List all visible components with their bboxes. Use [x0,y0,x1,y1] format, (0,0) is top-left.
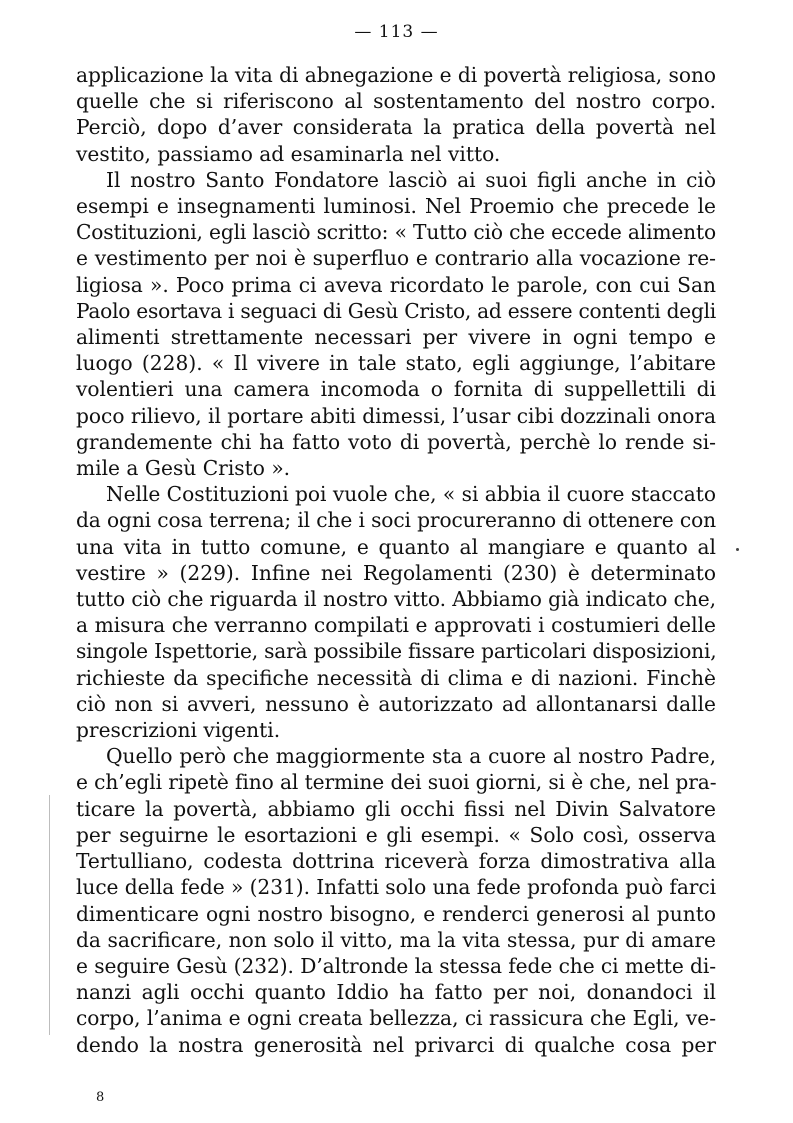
text-line: e ch’egli ripetè fino al termine dei suoi giorni, si è che, nel pra- [76,770,717,795]
text-line: dimenticare ogni nostro bisogno, e renderci generosi al punto [76,901,716,926]
text-line: singole Ispettorie, sarà possibile fissare particolari disposizioni, [76,639,717,664]
paragraph [76,62,716,167]
text-line: Perciò, dopo d’aver considerata la pratica della povertà nel [76,115,716,140]
text-line: corpo, l’anima e ogni creata bellezza, ci rassicura che Egli, ve- [76,1006,717,1031]
text-line: mile a Gesù Cristo ». [76,456,291,481]
text-line: ligiosa ». Poco prima ci aveva ricordato le parole, con cui San [76,272,716,297]
signature-mark: 8 [96,1090,105,1105]
text-line: applicazione la vita di abnegazione e di povertà religiosa, sono [76,63,716,87]
text-line: dendo la nostra generosità nel privarci di qualche cosa per [76,1032,716,1057]
text-line: Quello però che maggiormente sta a cuore al nostro Padre, [106,744,716,769]
text-line: richieste da specifiche necessità di clima e di nazioni. Finchè [76,665,716,690]
text-line: quelle che si riferiscono al sostentamento del nostro corpo. [76,89,716,114]
text-line: vestito, passiamo ad esaminarla nel vitto. [76,141,501,166]
page-number: — 113 — [354,22,439,42]
text-line: una vita in tutto comune, e quanto al mangiare e quanto al [76,534,716,559]
text-line: esempi e insegnamenti luminosi. Nel Proemio che precede le [76,194,716,219]
text-line: a misura che verranno compilati e approvati i costumieri delle [76,613,716,638]
text-line: volentieri una camera incomoda o fornita di suppellettili di [76,377,716,402]
margin-dot [736,548,739,551]
paragraph [76,743,716,1057]
text-line: prescrizioni vigenti. [76,718,281,743]
text-line: luce della fede » (231). Infatti solo una fede profonda può farci [76,875,716,900]
text-line: alimenti strettamente necessari per vivere in ogni tempo e [76,325,716,350]
text-line: luogo (228). « Il vivere in tale stato, egli aggiunge, l’abitare [76,351,716,376]
text-line: grandemente chi ha fatto voto di povertà, perchè lo rende si- [76,429,716,454]
text-line: e vestimento per noi è superfluo e contrario alla vocazione re- [76,246,716,271]
text-line: Tertulliano, codesta dottrina riceverà forza dimostrativa alla [76,849,716,874]
text-line: e seguire Gesù (232). D’altronde la stessa fede che ci mette di- [76,953,716,978]
text-line: ciò non si avveri, nessuno è autorizzato ad allontanarsi dalle [76,691,716,716]
paragraph [76,167,716,481]
text-line: Costituzioni, egli lasciò scritto: « Tutto ciò che eccede alimento [76,220,716,245]
text-line: Il nostro Santo Fondatore lasciò ai suoi figli anche in ciò [106,167,716,192]
margin-rule [49,795,50,1035]
text-line: da ogni cosa terrena; il che i soci procureranno di ottenere con [76,508,716,533]
text-line: nanzi agli occhi quanto Iddio ha fatto per noi, donandoci il [76,980,716,1005]
text-line: Paolo esortava i seguaci di Gesù Cristo, ad essere contenti degli [76,298,716,323]
text-line: tutto ciò che riguarda il nostro vitto. Abbiamo già indicato che, [76,587,716,612]
text-line: poco rilievo, il portare abiti dimessi, l’usar cibi dozzinali onora [76,403,717,428]
text-line: per seguirne le esortazioni e gli esempi. « Solo così, osserva [76,822,716,847]
body-text [76,62,716,1058]
text-line: Nelle Costituzioni poi vuole che, « si abbia il cuore staccato [106,482,716,507]
text-line: ticare la povertà, abbiamo gli occhi fissi nel Divin Salvatore [76,796,716,821]
text-line: da sacrificare, non solo il vitto, ma la vita stessa, pur di amare [76,927,716,952]
text-line: vestire » (229). Infine nei Regolamenti (230) è determinato [76,560,716,585]
paragraph [76,481,716,743]
